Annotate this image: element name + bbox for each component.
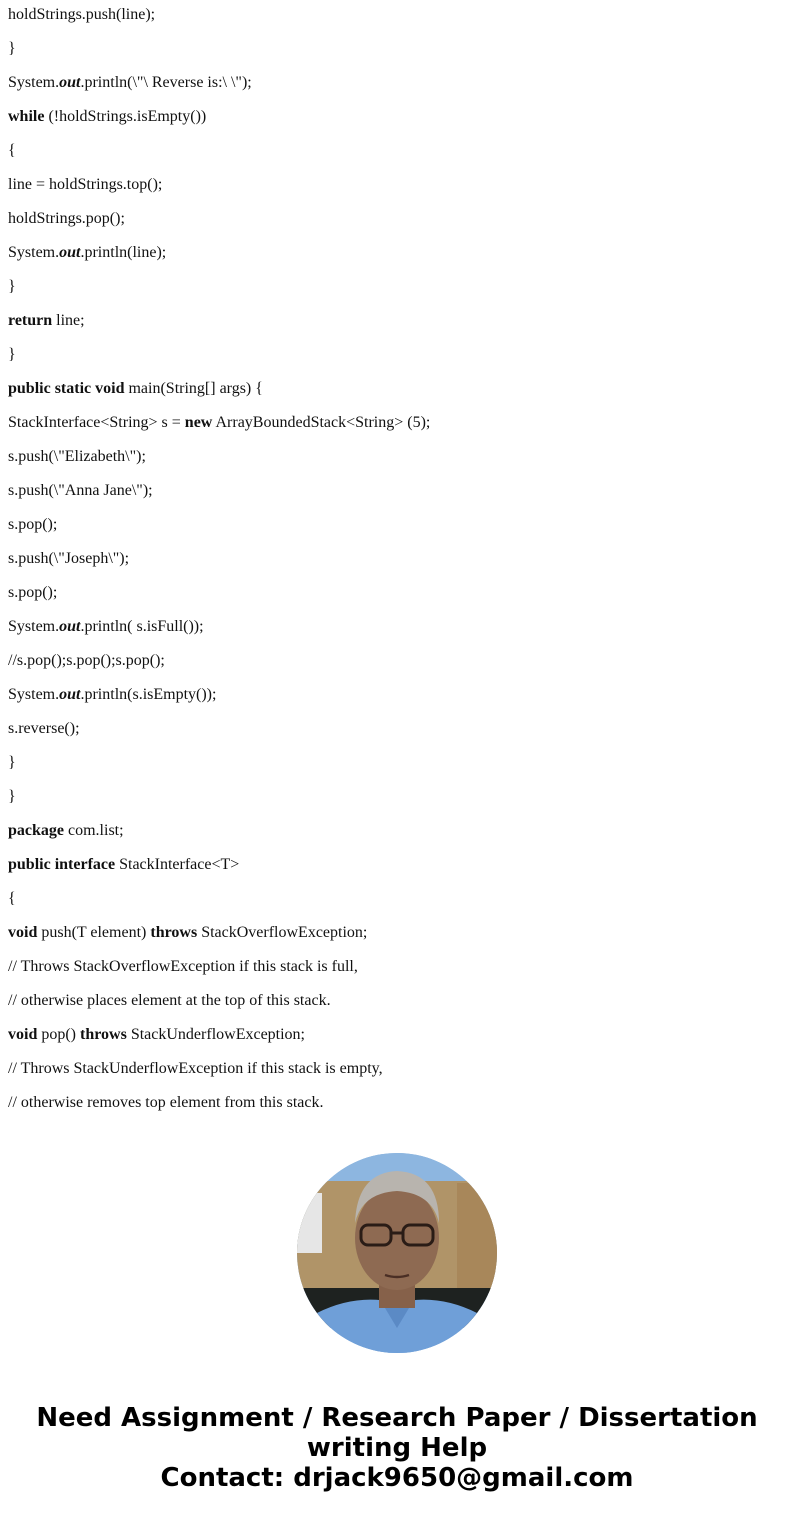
code-text: System.	[8, 74, 60, 91]
code-line	[8, 1020, 788, 1054]
code-line	[8, 748, 788, 782]
code-line	[8, 34, 788, 68]
code-line	[8, 680, 788, 714]
code-keyword: throws	[150, 924, 198, 941]
code-text: .println( s.isFull());	[80, 618, 204, 635]
code-line	[8, 884, 788, 918]
code-line	[8, 578, 788, 612]
code-keyword: while	[8, 108, 45, 125]
code-keyword: throws	[80, 1026, 127, 1043]
code-line	[8, 986, 788, 1020]
code-line	[8, 1054, 788, 1088]
code-line	[8, 918, 788, 952]
code-line	[8, 612, 788, 646]
code-keyword: package	[8, 822, 64, 839]
code-text: line = holdStrings.top();	[8, 176, 163, 193]
code-keyword: void	[8, 924, 38, 941]
code-line	[8, 476, 788, 510]
code-text: //s.pop();s.pop();s.pop();	[8, 652, 165, 669]
promo-line-2: writing Help	[306, 1433, 488, 1463]
code-text: holdStrings.pop();	[8, 210, 125, 227]
code-line	[8, 782, 788, 816]
promo-banner	[0, 1403, 794, 1493]
code-line	[8, 544, 788, 578]
code-listing	[8, 0, 788, 1122]
code-text: ArrayBoundedStack<String> (5);	[212, 414, 431, 431]
code-line	[8, 714, 788, 748]
code-line	[8, 850, 788, 884]
author-avatar	[297, 1153, 497, 1353]
code-text: System.	[8, 244, 60, 261]
code-text: .println(line);	[80, 244, 167, 261]
code-text: // Throws StackUnderflowException if this stack is empty,	[8, 1060, 383, 1077]
code-text: s.pop();	[8, 516, 58, 533]
promo-line-1: Need Assignment / Research Paper / Dissertation	[36, 1403, 758, 1433]
code-text: System.	[8, 686, 60, 703]
code-text: StackInterface<String> s =	[8, 414, 185, 431]
code-text: s.push(\"Elizabeth\");	[8, 448, 146, 465]
code-text: // otherwise removes top element from this stack.	[8, 1094, 324, 1111]
code-text: s.reverse();	[8, 720, 80, 737]
code-keyword: out	[59, 618, 81, 635]
code-text: (!holdStrings.isEmpty())	[44, 108, 207, 125]
code-keyword: public static void	[8, 380, 125, 397]
code-keyword: void	[8, 1026, 38, 1043]
code-text: s.pop();	[8, 584, 58, 601]
code-line	[8, 0, 788, 34]
code-text: }	[8, 788, 16, 805]
author-portrait-photo-icon	[297, 1153, 497, 1353]
code-line	[8, 204, 788, 238]
code-text: StackInterface<T>	[115, 856, 240, 873]
code-text: StackUnderflowException;	[126, 1026, 305, 1043]
code-line	[8, 272, 788, 306]
code-text: StackOverflowException;	[197, 924, 368, 941]
code-line	[8, 408, 788, 442]
code-text: main(String[] args) {	[124, 380, 263, 397]
code-text: .println(s.isEmpty());	[80, 686, 217, 703]
code-text: // Throws StackOverflowException if this stack is full,	[8, 958, 358, 975]
code-text: pop()	[37, 1026, 80, 1043]
code-keyword: out	[59, 74, 81, 91]
code-line	[8, 68, 788, 102]
code-text: .println(\"\ Reverse is:\ \");	[80, 74, 252, 91]
code-line	[8, 646, 788, 680]
code-line	[8, 442, 788, 476]
code-text: holdStrings.push(line);	[8, 6, 156, 23]
code-line	[8, 374, 788, 408]
code-text: }	[8, 40, 16, 57]
code-text: System.	[8, 618, 60, 635]
code-line	[8, 306, 788, 340]
code-keyword: new	[184, 414, 213, 431]
code-text: }	[8, 346, 16, 363]
code-text: s.push(\"Joseph\");	[8, 550, 130, 567]
code-line	[8, 1088, 788, 1122]
code-line	[8, 816, 788, 850]
code-text: com.list;	[64, 822, 124, 839]
code-text: {	[8, 142, 16, 159]
code-line	[8, 510, 788, 544]
code-keyword: out	[59, 686, 81, 703]
code-line	[8, 340, 788, 374]
code-text: // otherwise places element at the top of this stack.	[8, 992, 331, 1009]
code-line	[8, 952, 788, 986]
code-text: line;	[52, 312, 85, 329]
code-text: s.push(\"Anna Jane\");	[8, 482, 153, 499]
code-text: }	[8, 754, 16, 771]
code-line	[8, 102, 788, 136]
code-text: {	[8, 890, 16, 907]
code-keyword: return	[8, 312, 53, 329]
code-text: }	[8, 278, 16, 295]
code-text: push(T element)	[37, 924, 151, 941]
code-line	[8, 238, 788, 272]
code-keyword: public interface	[8, 856, 116, 873]
promo-contact: Contact: drjack9650@gmail.com	[160, 1463, 634, 1493]
code-keyword: out	[59, 244, 81, 261]
code-line	[8, 136, 788, 170]
code-line	[8, 170, 788, 204]
